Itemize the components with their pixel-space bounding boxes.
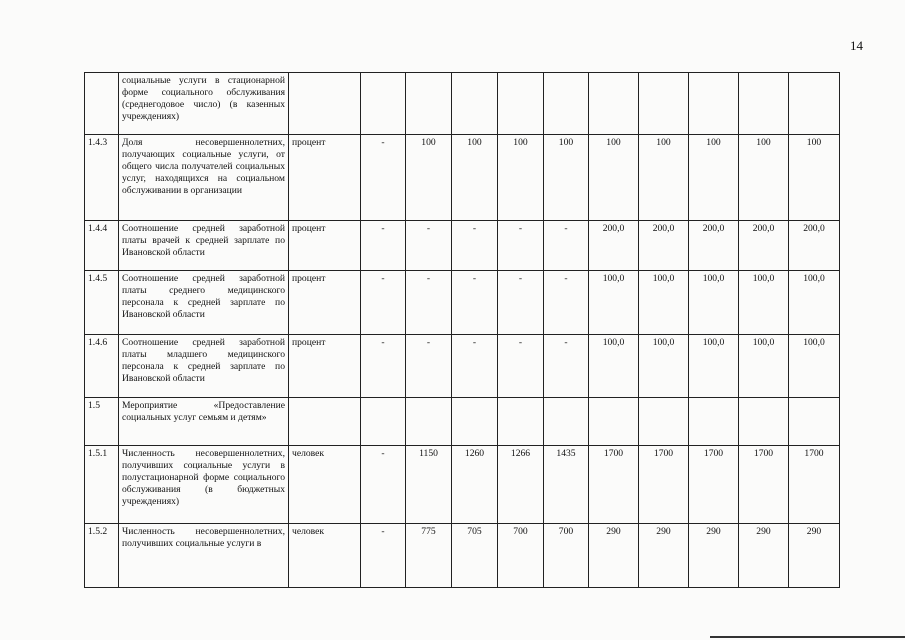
value-cell: 200,0 (639, 221, 689, 271)
indicator-description: Численность несовершеннолетних, получивших социальные услуги в (119, 524, 289, 588)
value-cell: - (544, 335, 589, 398)
value-cell: 100,0 (739, 271, 789, 335)
value-cell: 100,0 (639, 335, 689, 398)
value-cell (544, 398, 589, 446)
table-row (85, 335, 840, 398)
value-cell (452, 73, 498, 135)
value-cell: 100,0 (589, 335, 639, 398)
value-cell: 1150 (406, 446, 452, 524)
value-cell: - (361, 271, 406, 335)
value-cell: - (361, 524, 406, 588)
unit-of-measure (289, 73, 361, 135)
value-cell: 100 (452, 135, 498, 221)
row-number: 1.4.4 (85, 221, 119, 271)
indicator-description: Доля несовершеннолетних, получающих социальные услуги, от общего числа получателей социальных услуг, находящихся на социальном обслуживании в организации (119, 135, 289, 221)
value-cell: 1700 (789, 446, 840, 524)
value-cell: 100 (406, 135, 452, 221)
value-cell: - (406, 335, 452, 398)
value-cell: 290 (789, 524, 840, 588)
value-cell (452, 398, 498, 446)
row-number: 1.4.6 (85, 335, 119, 398)
unit-of-measure: процент (289, 135, 361, 221)
value-cell: 100,0 (639, 271, 689, 335)
value-cell: 700 (498, 524, 544, 588)
value-cell: 290 (689, 524, 739, 588)
value-cell (406, 73, 452, 135)
row-number: 1.5.1 (85, 446, 119, 524)
value-cell: 705 (452, 524, 498, 588)
value-cell: 200,0 (789, 221, 840, 271)
value-cell (789, 398, 840, 446)
value-cell: 290 (739, 524, 789, 588)
value-cell (639, 73, 689, 135)
unit-of-measure: процент (289, 335, 361, 398)
table-row (85, 73, 840, 135)
value-cell: - (498, 335, 544, 398)
value-cell: 200,0 (689, 221, 739, 271)
value-cell: 100 (739, 135, 789, 221)
value-cell (789, 73, 840, 135)
value-cell: 200,0 (589, 221, 639, 271)
value-cell: 100 (544, 135, 589, 221)
value-cell: 100,0 (789, 271, 840, 335)
value-cell: 700 (544, 524, 589, 588)
unit-of-measure (289, 398, 361, 446)
value-cell (689, 73, 739, 135)
value-cell: 1700 (689, 446, 739, 524)
value-cell: - (498, 271, 544, 335)
value-cell: 1435 (544, 446, 589, 524)
value-cell: 100 (689, 135, 739, 221)
indicator-description: Мероприятие «Предоставление социальных услуг семьям и детям» (119, 398, 289, 446)
value-cell: 100,0 (689, 271, 739, 335)
value-cell: - (361, 221, 406, 271)
unit-of-measure: процент (289, 271, 361, 335)
table-row (85, 524, 840, 588)
value-cell: 1700 (639, 446, 689, 524)
row-number (85, 73, 119, 135)
value-cell: 1260 (452, 446, 498, 524)
row-number: 1.5 (85, 398, 119, 446)
value-cell: - (361, 446, 406, 524)
unit-of-measure: процент (289, 221, 361, 271)
value-cell (361, 398, 406, 446)
value-cell: - (544, 221, 589, 271)
indicator-table (84, 72, 840, 588)
indicator-description: Соотношение средней заработной платы младшего медицинского персонала к средней зарплате по Ивановской области (119, 335, 289, 398)
value-cell (498, 398, 544, 446)
value-cell: 1700 (589, 446, 639, 524)
value-cell (739, 73, 789, 135)
table-row (85, 271, 840, 335)
value-cell: - (452, 221, 498, 271)
value-cell: 100,0 (789, 335, 840, 398)
value-cell (498, 73, 544, 135)
value-cell: 100,0 (739, 335, 789, 398)
value-cell: 775 (406, 524, 452, 588)
indicator-description: Соотношение средней заработной платы врачей к средней зарплате по Ивановской области (119, 221, 289, 271)
indicator-description: Соотношение средней заработной платы среднего медицинского персонала к средней зарплате по Ивановской области (119, 271, 289, 335)
row-number: 1.4.3 (85, 135, 119, 221)
value-cell (589, 73, 639, 135)
value-cell: - (406, 271, 452, 335)
value-cell: 100,0 (589, 271, 639, 335)
table-row (85, 221, 840, 271)
value-cell: 100 (789, 135, 840, 221)
value-cell: 200,0 (739, 221, 789, 271)
indicator-description: Численность несовершеннолетних, получивших социальные услуги в полустационарной форме социального обслуживания (в бюджетных учреждениях) (119, 446, 289, 524)
value-cell (544, 73, 589, 135)
value-cell: 290 (639, 524, 689, 588)
value-cell (689, 398, 739, 446)
value-cell: 100 (589, 135, 639, 221)
value-cell: - (452, 271, 498, 335)
value-cell: 100 (639, 135, 689, 221)
value-cell: 100,0 (689, 335, 739, 398)
value-cell (361, 73, 406, 135)
value-cell (406, 398, 452, 446)
value-cell (589, 398, 639, 446)
page-edge-line (710, 636, 905, 638)
unit-of-measure: человек (289, 524, 361, 588)
value-cell: - (361, 135, 406, 221)
page-number: 14 (850, 38, 863, 53)
table-row (85, 135, 840, 221)
table-row (85, 398, 840, 446)
value-cell: - (361, 335, 406, 398)
value-cell: - (498, 221, 544, 271)
table-row (85, 446, 840, 524)
unit-of-measure: человек (289, 446, 361, 524)
value-cell: 1266 (498, 446, 544, 524)
value-cell: - (544, 271, 589, 335)
value-cell (739, 398, 789, 446)
value-cell: - (406, 221, 452, 271)
value-cell: 290 (589, 524, 639, 588)
row-number: 1.4.5 (85, 271, 119, 335)
value-cell: - (452, 335, 498, 398)
value-cell: 1700 (739, 446, 789, 524)
row-number: 1.5.2 (85, 524, 119, 588)
value-cell (639, 398, 689, 446)
value-cell: 100 (498, 135, 544, 221)
indicator-description: социальные услуги в стационарной форме социального обслуживания (среднегодовое число) (в казенных учреждениях) (119, 73, 289, 135)
